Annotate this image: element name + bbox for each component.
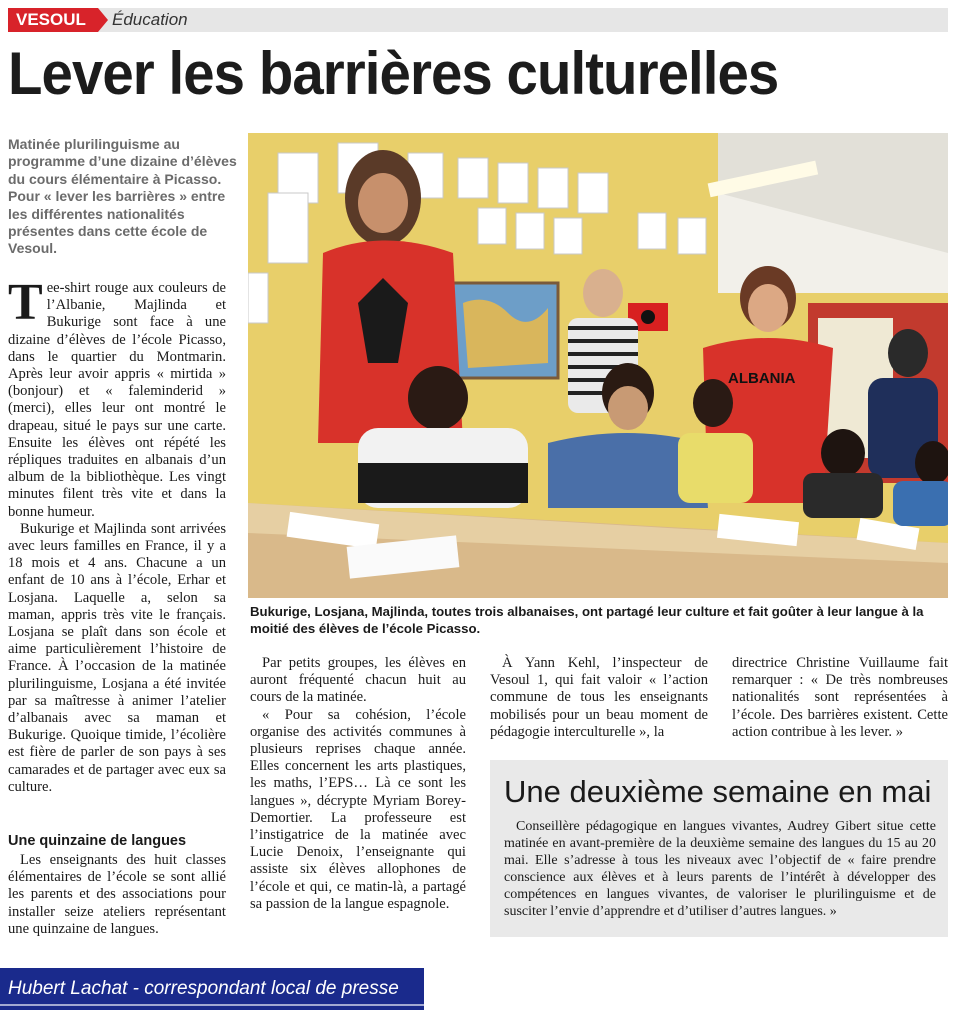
rubric-label: Éducation xyxy=(112,10,188,29)
article-column-1 xyxy=(8,274,226,796)
subheading: Une quinzaine de langues xyxy=(8,833,187,849)
sidebar-box xyxy=(490,760,948,937)
city-tag: VESOUL xyxy=(8,8,98,32)
lede: Matinée plurilinguisme au programme d’une dizaine d’élèves du cours élémentaire à Picasso. Pour « lever les barrières » entre les différentes nationalités présentes dans cette école de Vesoul. xyxy=(8,136,237,257)
article-column-3 xyxy=(490,655,708,741)
headline: Lever les barrières culturelles xyxy=(8,40,779,107)
article-paragraph: directrice Christine Vuillaume fait remarquer : « De très nombreuses nationalités sont représentées à l’école. Des barrières existent. Cette action contribue à les lever. » xyxy=(732,655,948,740)
article-paragraph: Tee-shirt rouge aux couleurs de l’Albanie, Majlinda et Bukurige sont face à une dizaine d’élèves de l’école Picasso, dans le quartier du Montmarin. Après leur avoir appris « mirtida » (bonjour) et « faleminderid » (merci), elles leur ont montré le drapeau, situé le pays sur une carte. Ensuite les élèves ont répété les répliques traduites en albanais d’un album de la bibliothèque. Les vingt minutes filent très vite et dans la bonne humeur. xyxy=(8,274,226,520)
sidebar-box-title: Une deuxième semaine en mai xyxy=(504,774,932,809)
photo-caption: Bukurige, Losjana, Majlinda, toutes trois albanaises, ont partagé leur culture et fait goûter à leur langue à la moitié des élèves de l’école Picasso. xyxy=(250,604,924,636)
article-column-1-continued xyxy=(8,852,226,938)
article-column-4 xyxy=(732,655,948,741)
article-paragraph: Les enseignants des huit classes élémentaires de l’école se sont allié les parents et des associations pour installer seize ateliers représentant une quinzaine de langues. xyxy=(8,852,226,937)
article-paragraph: Par petits groupes, les élèves en auront fréquenté chacun huit au cours de la matinée. xyxy=(250,655,466,706)
article-paragraph: Bukurige et Majlinda sont arrivées avec leurs familles en France, il y a 18 mois et 4 ans. Chacune a un enfant de 10 ans à l’école, Erhar et Losjana. Laquelle a, selon sa maman, appris très vite le français. Losjana se plaît dans son école et aime particulièrement l’histoire de France. À l’occasion de la matinée plurilinguisme, Losjana a été invitée par sa maîtresse à animer l’atelier d’albanais avec sa maman et Bukurige. Quoique timide, l’écolière est fière de parler de son pays à ses camarades et de partager avec eux sa culture. xyxy=(8,520,226,795)
article-photo xyxy=(248,133,948,598)
section-header-bar xyxy=(8,8,948,32)
drop-cap: T xyxy=(8,274,43,331)
classroom-photo-illustration xyxy=(248,133,948,598)
author-signature: Hubert Lachat - correspondant local de presse xyxy=(0,968,424,1010)
albania-shirt-text: ALBANIA xyxy=(728,370,796,387)
article-paragraph: À Yann Kehl, l’inspecteur de Vesoul 1, qui fait valoir « l’action commune de tous les enseignants mobilisés pour un beau moment de pédagogie interculturelle », la xyxy=(490,655,708,740)
sidebar-box-text: Conseillère pédagogique en langues vivantes, Audrey Gibert situe cette matinée en avant-première de la deuxième semaine des langues du 15 au 20 mai. Elle s’adresse à tous les niveaux avec l’objectif de « faire prendre conscience aux élèves et à leurs parents de l’intérêt à développer des compétences en langues vivantes, de valoriser le plurilinguisme et de susciter l’envie d’apprendre et d’utiliser d’autres langues. » xyxy=(504,819,936,919)
article-column-2 xyxy=(250,655,466,913)
article-paragraph: « Pour sa cohésion, l’école organise des activités communes à plusieurs reprises chaque année. Elles concernent les arts plastiques, les maths, l’EPS… Là ce sont les langues », décrypte Myriam Borey-Demortier. La professeure est l’instigatrice de la matinée avec Lucie Denoix, l’enseignante qui assiste six élèves allophones de l’école et qui, ce matin-là, a partagé sa passion de la langue espagnole. xyxy=(250,706,466,912)
